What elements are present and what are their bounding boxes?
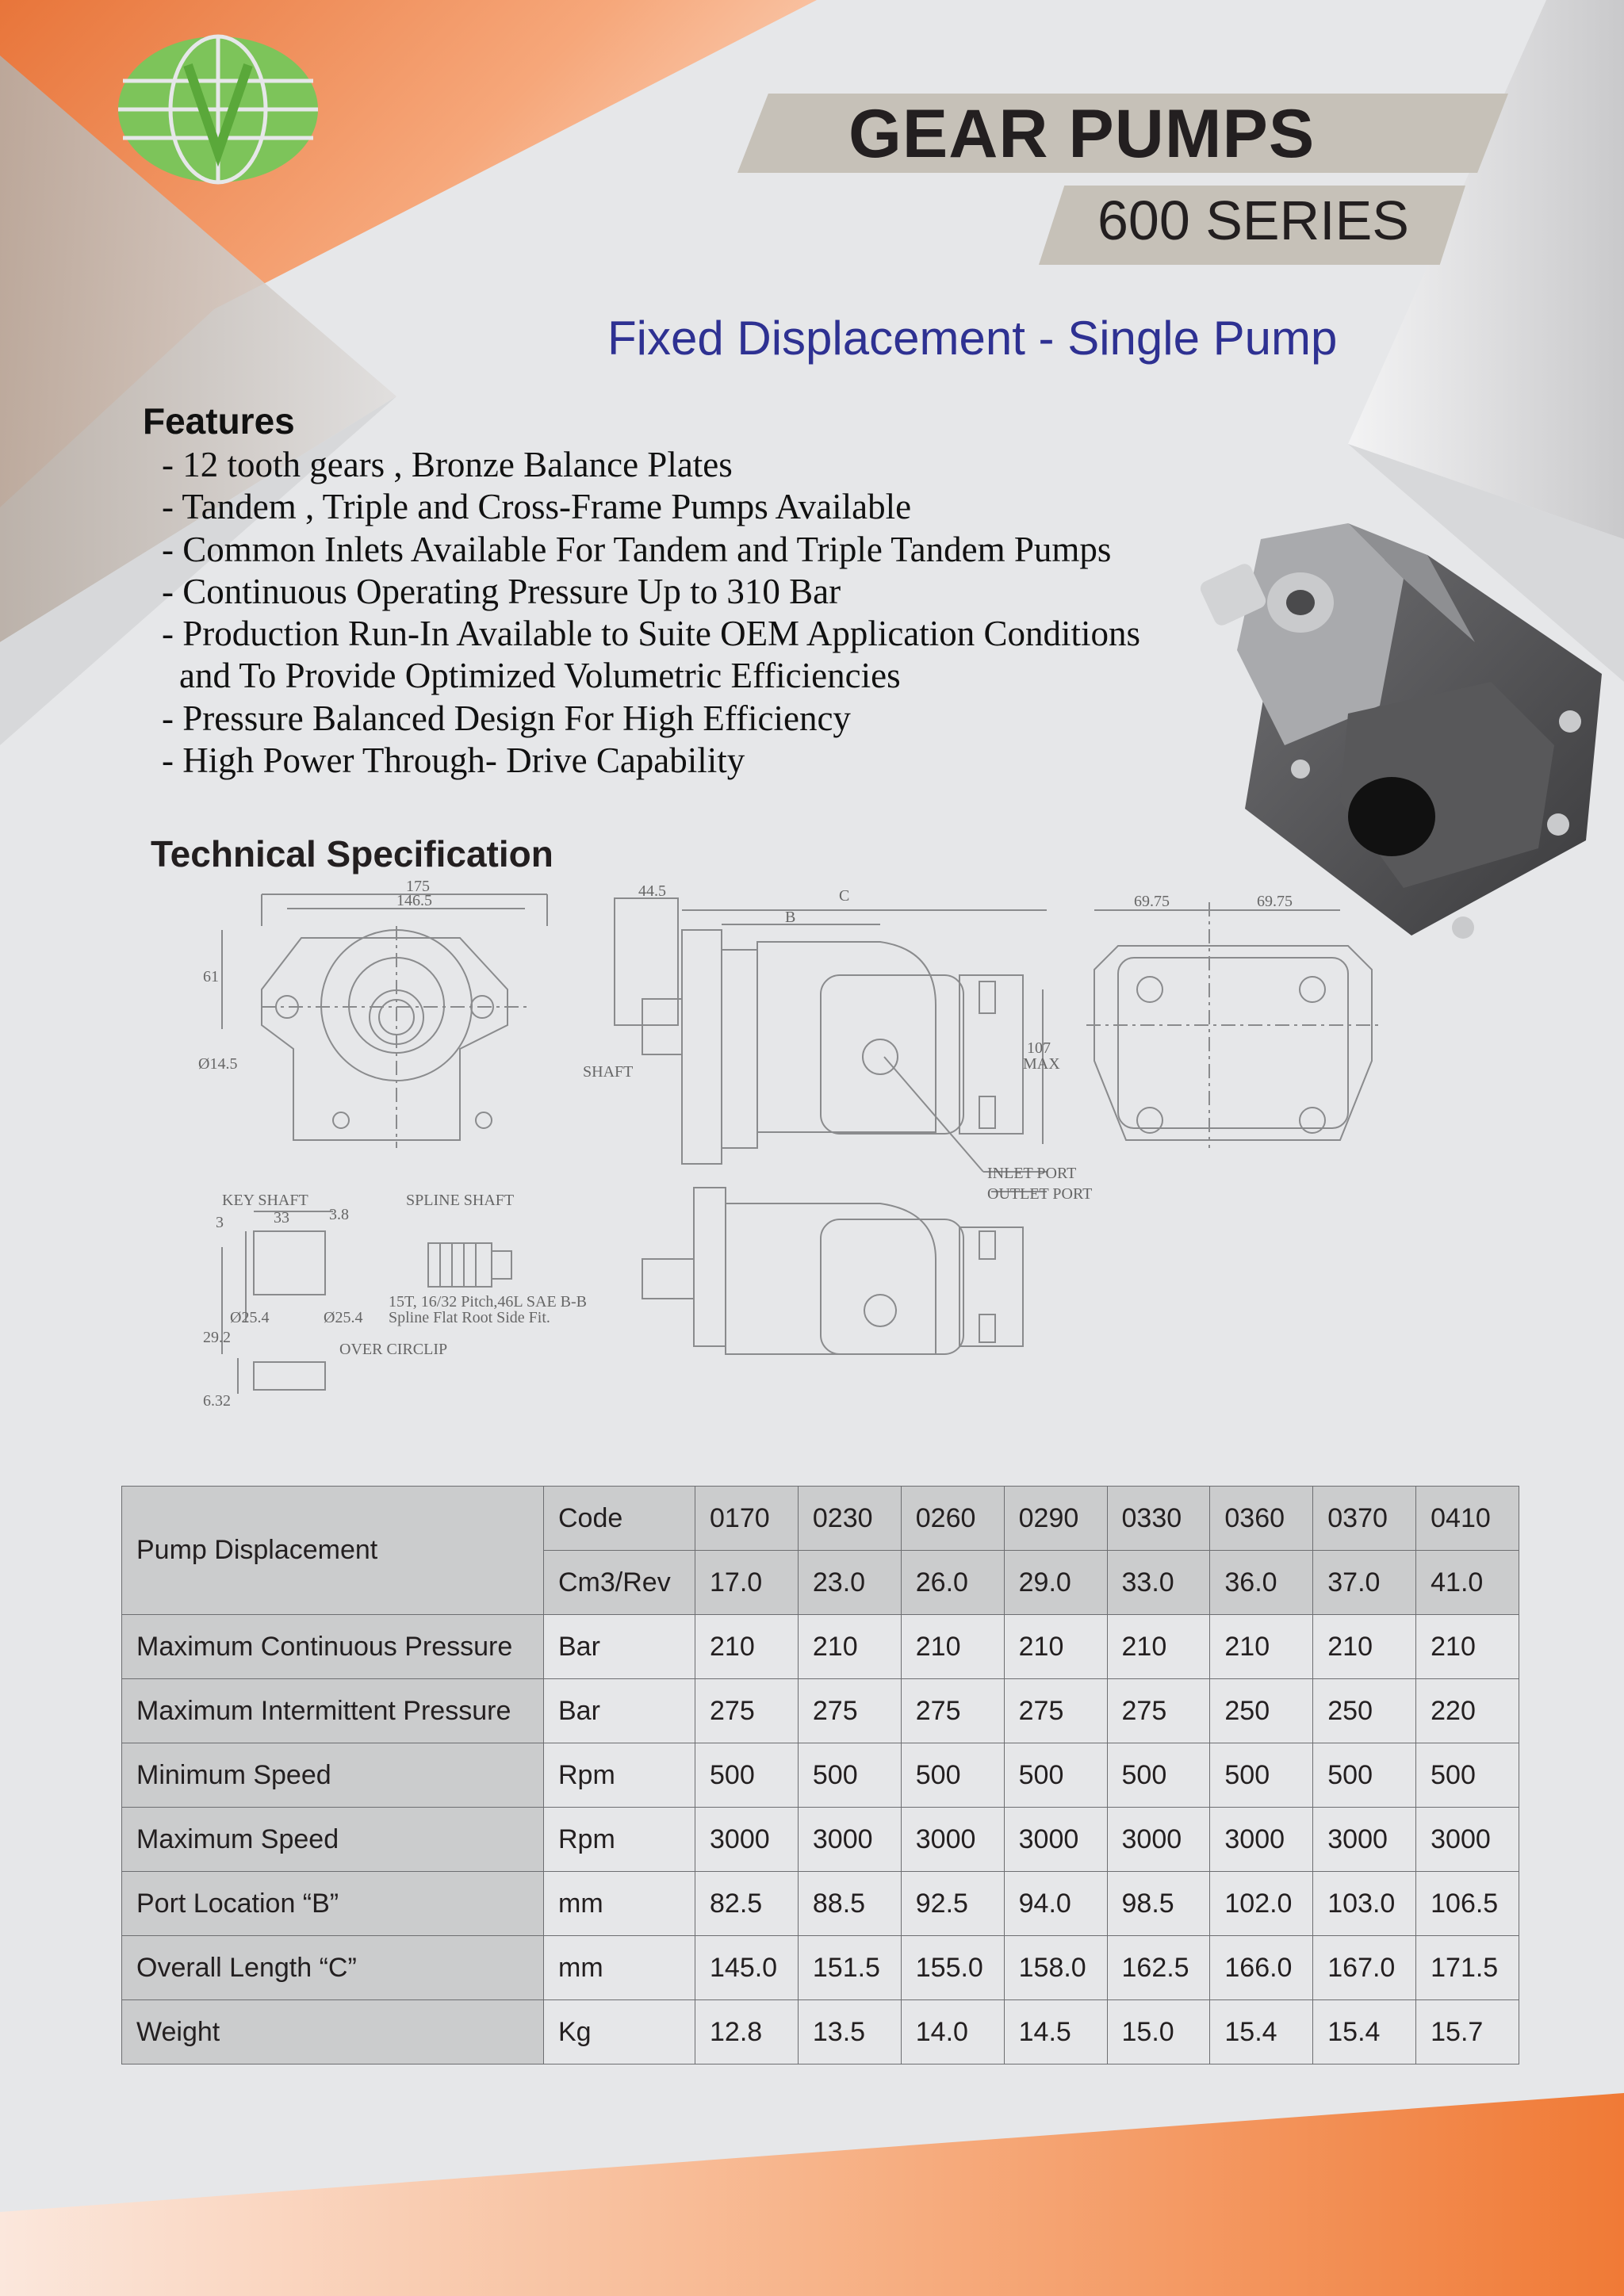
- param-cell: Port Location “B”: [122, 1872, 544, 1936]
- value-cell: 14.0: [901, 2000, 1004, 2064]
- unit-cell: Rpm: [544, 1743, 695, 1808]
- unit-cell: mm: [544, 1872, 695, 1936]
- dim-69a: 69.75: [1134, 893, 1170, 910]
- code-cell: 0260: [901, 1487, 1004, 1551]
- features-heading: Features: [143, 400, 295, 442]
- value-cell: 500: [1416, 1743, 1519, 1808]
- dim-69b: 69.75: [1257, 893, 1293, 910]
- value-cell: 275: [695, 1679, 799, 1743]
- unit-cell: Kg: [544, 2000, 695, 2064]
- value-cell: 106.5: [1416, 1872, 1519, 1936]
- value-cell: 102.0: [1210, 1872, 1313, 1936]
- value-cell: 210: [1416, 1615, 1519, 1679]
- value-cell: 275: [798, 1679, 901, 1743]
- dim-k254b: Ø25.4: [324, 1309, 363, 1326]
- value-cell: 171.5: [1416, 1936, 1519, 2000]
- dim-k33: 33: [274, 1209, 289, 1226]
- value-cell: 500: [1004, 1743, 1107, 1808]
- dim-61: 61: [203, 968, 219, 985]
- value-cell: 166.0: [1210, 1936, 1313, 2000]
- code-cell: 0230: [798, 1487, 901, 1551]
- value-cell: 3000: [1107, 1808, 1210, 1872]
- value-cell: 12.8: [695, 2000, 799, 2064]
- technical-drawing: [198, 878, 1451, 1449]
- spec-table: [121, 1486, 1519, 2064]
- param-cell: Maximum Intermittent Pressure: [122, 1679, 544, 1743]
- unit-cell: Bar: [544, 1679, 695, 1743]
- value-cell: 158.0: [1004, 1936, 1107, 2000]
- value-cell: 15.4: [1313, 2000, 1416, 2064]
- value-cell: 3000: [1210, 1808, 1313, 1872]
- value-cell: 210: [695, 1615, 799, 1679]
- code-cell: 0330: [1107, 1487, 1210, 1551]
- value-cell: 210: [901, 1615, 1004, 1679]
- shaft-label: SHAFT: [583, 1063, 634, 1081]
- feature-item: - Pressure Balanced Design For High Efficiency: [162, 698, 851, 738]
- cm3-cell: 29.0: [1004, 1551, 1107, 1615]
- value-cell: 15.4: [1210, 2000, 1313, 2064]
- value-cell: 210: [1210, 1615, 1313, 1679]
- company-logo-globe-icon: [115, 33, 321, 186]
- feature-item: - High Power Through- Drive Capability: [162, 740, 745, 781]
- value-cell: 210: [1313, 1615, 1416, 1679]
- code-cell: 0170: [695, 1487, 799, 1551]
- param-cell: Overall Length “C”: [122, 1936, 544, 2000]
- value-cell: 500: [798, 1743, 901, 1808]
- value-cell: 275: [1004, 1679, 1107, 1743]
- table-row: [122, 1936, 1519, 2000]
- value-cell: 145.0: [695, 1936, 799, 2000]
- value-cell: 3000: [901, 1808, 1004, 1872]
- value-cell: 92.5: [901, 1872, 1004, 1936]
- dim-c: C: [839, 887, 850, 905]
- page-subtitle: Fixed Displacement - Single Pump: [607, 312, 1338, 365]
- value-cell: 3000: [798, 1808, 901, 1872]
- feature-item: - Production Run-In Available to Suite OEM Application Conditions: [162, 614, 1141, 654]
- dim-14: Ø14.5: [198, 1055, 238, 1073]
- cm3-cell: 37.0: [1313, 1551, 1416, 1615]
- table-row: [122, 1872, 1519, 1936]
- param-cell: Maximum Continuous Pressure: [122, 1615, 544, 1679]
- dim-k254: Ø25.4: [230, 1309, 270, 1326]
- cm3-cell: 36.0: [1210, 1551, 1313, 1615]
- value-cell: 88.5: [798, 1872, 901, 1936]
- table-row: [122, 1743, 1519, 1808]
- feature-item-continued: and To Provide Optimized Volumetric Efficiencies: [179, 656, 901, 696]
- dim-k38: 3.8: [329, 1206, 349, 1223]
- feature-item: - Tandem , Triple and Cross-Frame Pumps Available: [162, 487, 912, 527]
- cm3-label: Cm3/Rev: [544, 1551, 695, 1615]
- cm3-cell: 23.0: [798, 1551, 901, 1615]
- value-cell: 3000: [1313, 1808, 1416, 1872]
- value-cell: 15.7: [1416, 2000, 1519, 2064]
- code-cell: 0290: [1004, 1487, 1107, 1551]
- dim-107: 107: [1027, 1039, 1051, 1057]
- dim-k632: 6.32: [203, 1392, 231, 1410]
- value-cell: 162.5: [1107, 1936, 1210, 2000]
- table-row-code: [122, 1487, 1519, 1551]
- value-cell: 500: [1107, 1743, 1210, 1808]
- code-label: Code: [544, 1487, 695, 1551]
- cm3-cell: 17.0: [695, 1551, 799, 1615]
- feature-item: - Continuous Operating Pressure Up to 310 Bar: [162, 571, 841, 611]
- features-list: [162, 444, 1140, 782]
- value-cell: 155.0: [901, 1936, 1004, 2000]
- inlet-port-label: INLET PORT: [987, 1165, 1077, 1182]
- value-cell: 210: [1004, 1615, 1107, 1679]
- value-cell: 3000: [695, 1808, 799, 1872]
- value-cell: 98.5: [1107, 1872, 1210, 1936]
- key-shaft-label: KEY SHAFT: [222, 1192, 308, 1209]
- value-cell: 167.0: [1313, 1936, 1416, 2000]
- cm3-cell: 41.0: [1416, 1551, 1519, 1615]
- spline-shaft-label: SPLINE SHAFT: [406, 1192, 515, 1209]
- dim-k3: 3: [216, 1214, 224, 1231]
- dim-44: 44.5: [638, 882, 666, 900]
- page-title: GEAR PUMPS: [848, 96, 1316, 172]
- value-cell: 103.0: [1313, 1872, 1416, 1936]
- unit-cell: Bar: [544, 1615, 695, 1679]
- value-cell: 250: [1210, 1679, 1313, 1743]
- spline-spec-line1: 15T, 16/32 Pitch,46L SAE B-B: [389, 1293, 587, 1311]
- param-cell: Minimum Speed: [122, 1743, 544, 1808]
- cm3-cell: 26.0: [901, 1551, 1004, 1615]
- technical-spec-heading: Technical Specification: [151, 833, 553, 874]
- table-row: [122, 1808, 1519, 1872]
- value-cell: 15.0: [1107, 2000, 1210, 2064]
- dim-175: 175: [406, 878, 430, 895]
- dim-k29: 29.2: [203, 1329, 231, 1346]
- value-cell: 275: [1107, 1679, 1210, 1743]
- value-cell: 82.5: [695, 1872, 799, 1936]
- value-cell: 3000: [1416, 1808, 1519, 1872]
- param-cell: Weight: [122, 2000, 544, 2064]
- value-cell: 94.0: [1004, 1872, 1107, 1936]
- feature-item: - 12 tooth gears , Bronze Balance Plates: [162, 445, 733, 484]
- table-row: [122, 1615, 1519, 1679]
- spline-spec-line2: Spline Flat Root Side Fit.: [389, 1309, 550, 1326]
- value-cell: 500: [695, 1743, 799, 1808]
- cm3-cell: 33.0: [1107, 1551, 1210, 1615]
- code-cell: 0370: [1313, 1487, 1416, 1551]
- value-cell: 250: [1313, 1679, 1416, 1743]
- value-cell: 13.5: [798, 2000, 901, 2064]
- unit-cell: mm: [544, 1936, 695, 2000]
- series-label: 600 SERIES: [1097, 189, 1409, 251]
- dim-146: 146.5: [396, 892, 432, 909]
- unit-cell: Rpm: [544, 1808, 695, 1872]
- code-cell: 0410: [1416, 1487, 1519, 1551]
- dim-circlip: OVER CIRCLIP: [339, 1341, 448, 1358]
- value-cell: 210: [1107, 1615, 1210, 1679]
- value-cell: 151.5: [798, 1936, 901, 2000]
- pump-displacement-cell: Pump Displacement: [122, 1487, 544, 1615]
- value-cell: 220: [1416, 1679, 1519, 1743]
- value-cell: 500: [1313, 1743, 1416, 1808]
- value-cell: 500: [901, 1743, 1004, 1808]
- value-cell: 3000: [1004, 1808, 1107, 1872]
- value-cell: 14.5: [1004, 2000, 1107, 2064]
- value-cell: 210: [798, 1615, 901, 1679]
- table-row: [122, 1679, 1519, 1743]
- value-cell: 275: [901, 1679, 1004, 1743]
- dim-max: MAX: [1023, 1055, 1060, 1073]
- outlet-port-label: OUTLET PORT: [987, 1185, 1093, 1203]
- param-cell: Maximum Speed: [122, 1808, 544, 1872]
- dim-b: B: [785, 909, 796, 926]
- spec-rows: [122, 1615, 1519, 2064]
- code-cell: 0360: [1210, 1487, 1313, 1551]
- feature-item: - Common Inlets Available For Tandem and Triple Tandem Pumps: [162, 529, 1112, 569]
- value-cell: 500: [1210, 1743, 1313, 1808]
- table-row: [122, 2000, 1519, 2064]
